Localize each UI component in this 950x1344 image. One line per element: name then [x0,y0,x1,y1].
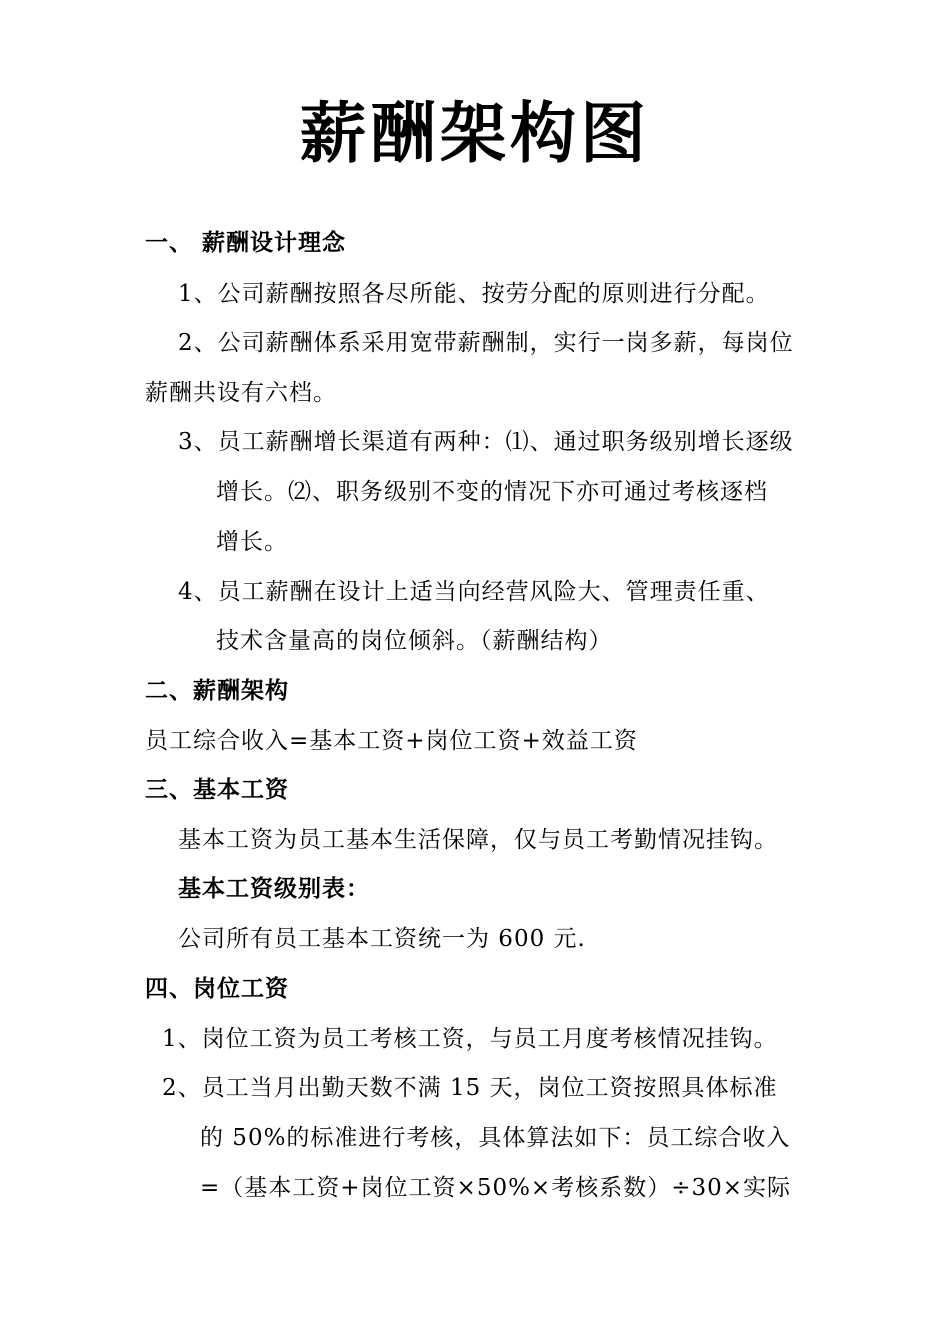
section-2-heading: 二、薪酬架构 [145,677,289,704]
section-3-heading: 三、基本工资 [145,776,289,803]
basic-salary-table-heading: 基本工资级别表： [178,875,370,902]
section-4-item-1: 1、岗位工资为员工考核工资，与员工月度考核情况挂钩。 [162,1026,778,1052]
section-4-item-2-line-3: =（基本工资+岗位工资×50%×考核系数）÷30×实际 [200,1175,792,1201]
salary-formula: 员工综合收入=基本工资+岗位工资+效益工资 [145,728,638,754]
section-1-item-2-line-2: 薪酬共设有六档。 [145,380,337,406]
section-1-item-3-line-3: 增长。 [216,529,288,555]
section-1-item-2-line-1: 2、公司薪酬体系采用宽带薪酬制，实行一岗多薪，每岗位 [178,330,794,356]
section-1-item-1: 1、公司薪酬按照各尽所能、按劳分配的原则进行分配。 [178,281,770,307]
page-title: 薪酬架构图 [300,94,650,172]
section-4-item-2-line-1: 2、员工当月出勤天数不满 15 天，岗位工资按照具体标准 [162,1075,778,1101]
section-1-item-3-line-2: 增长。⑵、职务级别不变的情况下亦可通过考核逐档 [216,479,768,505]
section-1-item-4-line-2: 技术含量高的岗位倾斜。（薪酬结构） [216,628,613,654]
section-4-item-2-line-2: 的 50%的标准进行考核，具体算法如下：员工综合收入 [200,1125,791,1151]
basic-salary-amount: 公司所有员工基本工资统一为 600 元. [178,926,586,952]
section-1-heading: 一、 薪酬设计理念 [145,229,347,256]
section-1-item-3-line-1: 3、员工薪酬增长渠道有两种：⑴、通过职务级别增长逐级 [178,429,794,455]
section-1-item-4-line-1: 4、员工薪酬在设计上适当向经营风险大、管理责任重、 [178,579,770,605]
section-4-heading: 四、岗位工资 [145,975,289,1002]
section-3-paragraph: 基本工资为员工基本生活保障，仅与员工考勤情况挂钩。 [178,827,778,853]
